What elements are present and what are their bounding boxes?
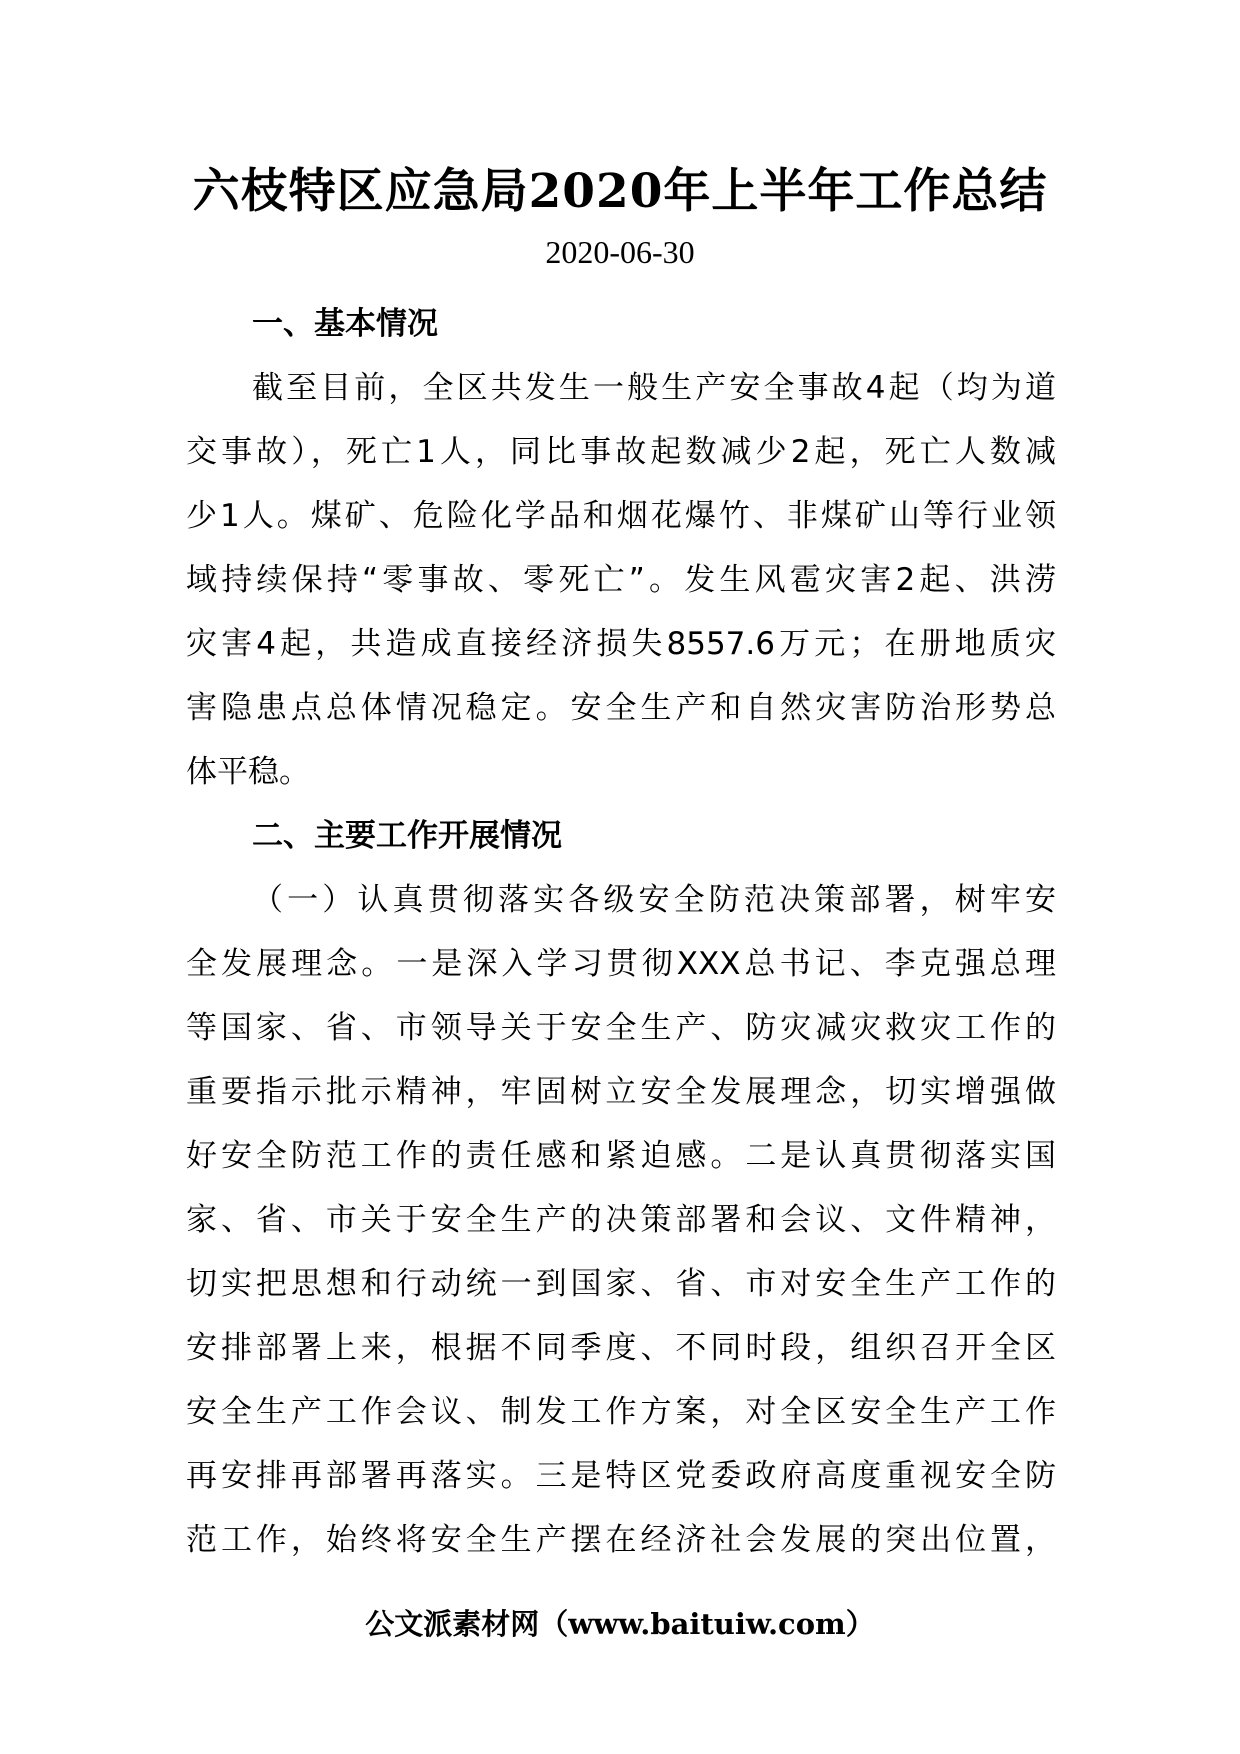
paragraph-line: 害隐患点总体情况稳定。安全生产和自然灾害防治形势总 xyxy=(186,690,1056,726)
paragraph-line: 范工作，始终将安全生产摆在经济社会发展的突出位置， xyxy=(186,1522,1056,1558)
paragraph-line: 重要指示批示精神，牢固树立安全发展理念，切实增强做 xyxy=(186,1074,1056,1110)
section-heading-main-work: 二、主要工作开展情况 xyxy=(252,818,562,854)
paragraph-line: 安全生产工作会议、制发工作方案，对全区安全生产工作 xyxy=(186,1394,1056,1430)
document-date: 2020-06-30 xyxy=(545,234,695,270)
section-heading-basic: 一、基本情况 xyxy=(252,306,438,342)
source-footer: 公文派素材网（www.baituiw.com） xyxy=(365,1607,875,1641)
paragraph-line: 灾害4起，共造成直接经济损失8557.6万元；在册地质灾 xyxy=(186,626,1056,662)
document-title: 六枝特区应急局2020年上半年工作总结 xyxy=(192,164,1048,219)
paragraph-line: （一）认真贯彻落实各级安全防范决策部署，树牢安 xyxy=(252,882,1056,918)
paragraph-line: 体平稳。 xyxy=(186,754,310,790)
paragraph-line: 等国家、省、市领导关于安全生产、防灾减灾救灾工作的 xyxy=(186,1010,1056,1046)
paragraph-line: 再安排再部署再落实。三是特区党委政府高度重视安全防 xyxy=(186,1458,1056,1494)
paragraph-line: 全发展理念。一是深入学习贯彻XXX总书记、李克强总理 xyxy=(186,946,1056,982)
paragraph-line: 安排部署上来，根据不同季度、不同时段，组织召开全区 xyxy=(186,1330,1056,1366)
paragraph-line: 好安全防范工作的责任感和紧迫感。二是认真贯彻落实国 xyxy=(186,1138,1056,1174)
paragraph-line: 切实把思想和行动统一到国家、省、市对安全生产工作的 xyxy=(186,1266,1056,1302)
paragraph-line: 截至目前，全区共发生一般生产安全事故4起（均为道 xyxy=(252,370,1056,406)
paragraph-line: 交事故），死亡1人，同比事故起数减少2起，死亡人数减 xyxy=(186,434,1056,470)
document-body xyxy=(186,292,1056,1572)
paragraph-line: 少1人。煤矿、危险化学品和烟花爆竹、非煤矿山等行业领 xyxy=(186,498,1056,534)
paragraph-line: 家、省、市关于安全生产的决策部署和会议、文件精神， xyxy=(186,1202,1056,1238)
paragraph-line: 域持续保持“零事故、零死亡”。发生风雹灾害2起、洪涝 xyxy=(186,562,1056,598)
